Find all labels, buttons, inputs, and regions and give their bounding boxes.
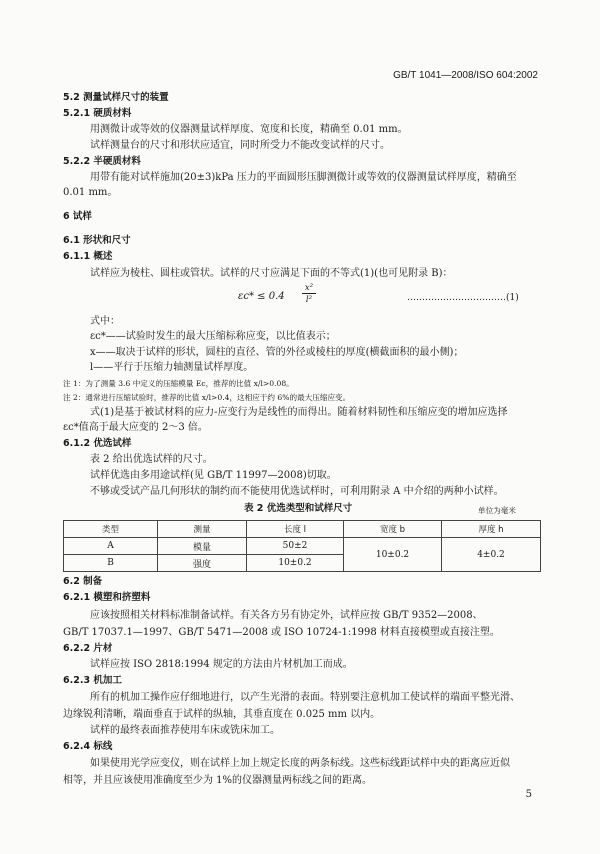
- table-header-row: [64, 521, 541, 538]
- table-header-cell: 宽度 b: [344, 521, 442, 538]
- definition: εc*——试验时发生的最大压缩标称应变，以比值表示；: [90, 331, 336, 342]
- paragraph-continuation: 0.01 mm。: [63, 187, 118, 198]
- paragraph: 不够或受试产品几何形状的制约而不能使用优选试样时，可利用附录 A 中介绍的两种小试样。: [90, 486, 504, 497]
- formula-left: εc* ≤ 0.4: [238, 291, 285, 302]
- specimen-dimensions-table: [63, 520, 541, 572]
- formula-denominator: l²: [305, 295, 313, 305]
- paragraph: 应该按照相关材料标准制备试样。有关各方另有协定外，试样应按 GB/T 9352—2008、: [90, 610, 483, 621]
- where-label: 式中：: [90, 316, 120, 327]
- section-heading-5-2: 5.2 测量试样尺寸的装置: [63, 92, 169, 103]
- note: 注 2：通常进行压缩试验时，推荐的比值 x/l>0.4，这相应于约 6%的最大压缩应变。: [63, 393, 351, 402]
- table-cell: 10±0.2: [247, 555, 344, 572]
- table-unit: 单位为毫米: [478, 506, 516, 515]
- table-caption: 表 2 优选类型和试样尺寸: [244, 503, 353, 514]
- table-header-cell: 测量: [158, 521, 247, 538]
- table-cell-thickness: 4±0.2: [442, 538, 541, 572]
- section-heading-5-2-2: 5.2.2 半硬质材料: [63, 156, 141, 167]
- formula-numerator: x²: [302, 283, 316, 294]
- paragraph: 所有的机加工操作应仔细地进行，以产生光滑的表面。特别要注意机加工使试样的端面平整光滑、: [90, 692, 520, 703]
- section-heading-6-2-3: 6.2.3 机加工: [63, 675, 122, 686]
- paragraph-continuation: 边缘锐利清晰，端面垂直于试样的纵轴，其垂直度在 0.025 mm 以内。: [63, 709, 381, 720]
- paragraph-continuation: 相等，并且应该使用准确度至少为 1%的仪器测量两标线之间的距离。: [63, 775, 373, 786]
- section-heading-6-2-4: 6.2.4 标线: [63, 741, 113, 752]
- paragraph: 用测微计或等效的仪器测量试样厚度、宽度和长度，精确至 0.01 mm。: [90, 124, 408, 135]
- table-cell-width: 10±0.2: [344, 538, 442, 572]
- definition: x——取决于试样的形状，圆柱的直径、管的外径或棱柱的厚度(横截面积的最小侧)；: [90, 347, 464, 358]
- paragraph: 试样优选由多用途试样(见 GB/T 11997—2008)切取。: [90, 470, 337, 481]
- definition: l——平行于压缩力轴测量试样厚度。: [90, 362, 254, 373]
- table-cell: 模量: [158, 538, 247, 555]
- table-cell: 50±2: [247, 538, 344, 555]
- table-header-cell: 长度 l: [247, 521, 344, 538]
- section-heading-6-2: 6.2 制备: [63, 576, 103, 587]
- paragraph: 试样的最终表面推荐使用车床或铣床加工。: [90, 725, 280, 736]
- paragraph-continuation: GB/T 17037.1—1997、GB/T 5471—2008 或 ISO 10724-1:1998 材料直接模塑或直接注塑。: [63, 627, 500, 638]
- paragraph: 如果使用光学应变仪，则在试样上加上规定长度的两条标线。这些标线距试样中央的距离应近似: [90, 758, 510, 769]
- table-cell: B: [64, 555, 158, 572]
- section-heading-6-1: 6.1 形状和尺寸: [63, 235, 131, 246]
- section-heading-6-2-2: 6.2.2 片材: [63, 643, 113, 654]
- paragraph: 用带有能对试样施加(20±3)kPa 压力的平面圆形压脚测微计或等效的仪器测量试样厚度，精确至: [90, 172, 517, 183]
- paragraph: 式(1)是基于被试材料的应力-应变行为是线性的而得出。随着材料韧性和压缩应变的增加应选择: [90, 407, 508, 418]
- table-cell: A: [64, 538, 158, 555]
- paragraph: 试样应为棱柱、圆柱或管状。试样的尺寸应满足下面的不等式(1)(也可见附录 B)：: [90, 268, 453, 279]
- paragraph-continuation: εc*值高于最大应变的 2～3 倍。: [63, 422, 208, 433]
- note: 注 1：为了测量 3.6 中定义的压缩模量 Ec，推荐的比值 x/l>0.08。: [63, 379, 294, 388]
- section-heading-6-1-1: 6.1.1 概述: [63, 251, 113, 262]
- section-heading-6-2-1: 6.2.1 模塑和挤塑料: [63, 592, 151, 603]
- table-header-cell: 类型: [64, 521, 158, 538]
- section-heading-6-1-2: 6.1.2 优选试样: [63, 438, 132, 449]
- section-heading-6: 6 试样: [63, 211, 92, 222]
- page-number: 5: [525, 789, 532, 800]
- section-heading-5-2-1: 5.2.1 硬质材料: [63, 108, 132, 119]
- paragraph: 试样测量台的尺寸和形状应适宜，同时所受力不能改变试样的尺寸。: [90, 140, 390, 151]
- page-header: GB/T 1041—2008/ISO 604:2002: [393, 70, 538, 81]
- formula-tag: ……………………………(1): [407, 293, 519, 303]
- paragraph: 试样应按 ISO 2818:1994 规定的方法由片材机加工而成。: [90, 659, 353, 670]
- table-cell: 强度: [158, 555, 247, 572]
- paragraph: 表 2 给出优选试样的尺寸。: [90, 454, 213, 465]
- table-header-cell: 厚度 h: [442, 521, 541, 538]
- table-row: [64, 538, 541, 555]
